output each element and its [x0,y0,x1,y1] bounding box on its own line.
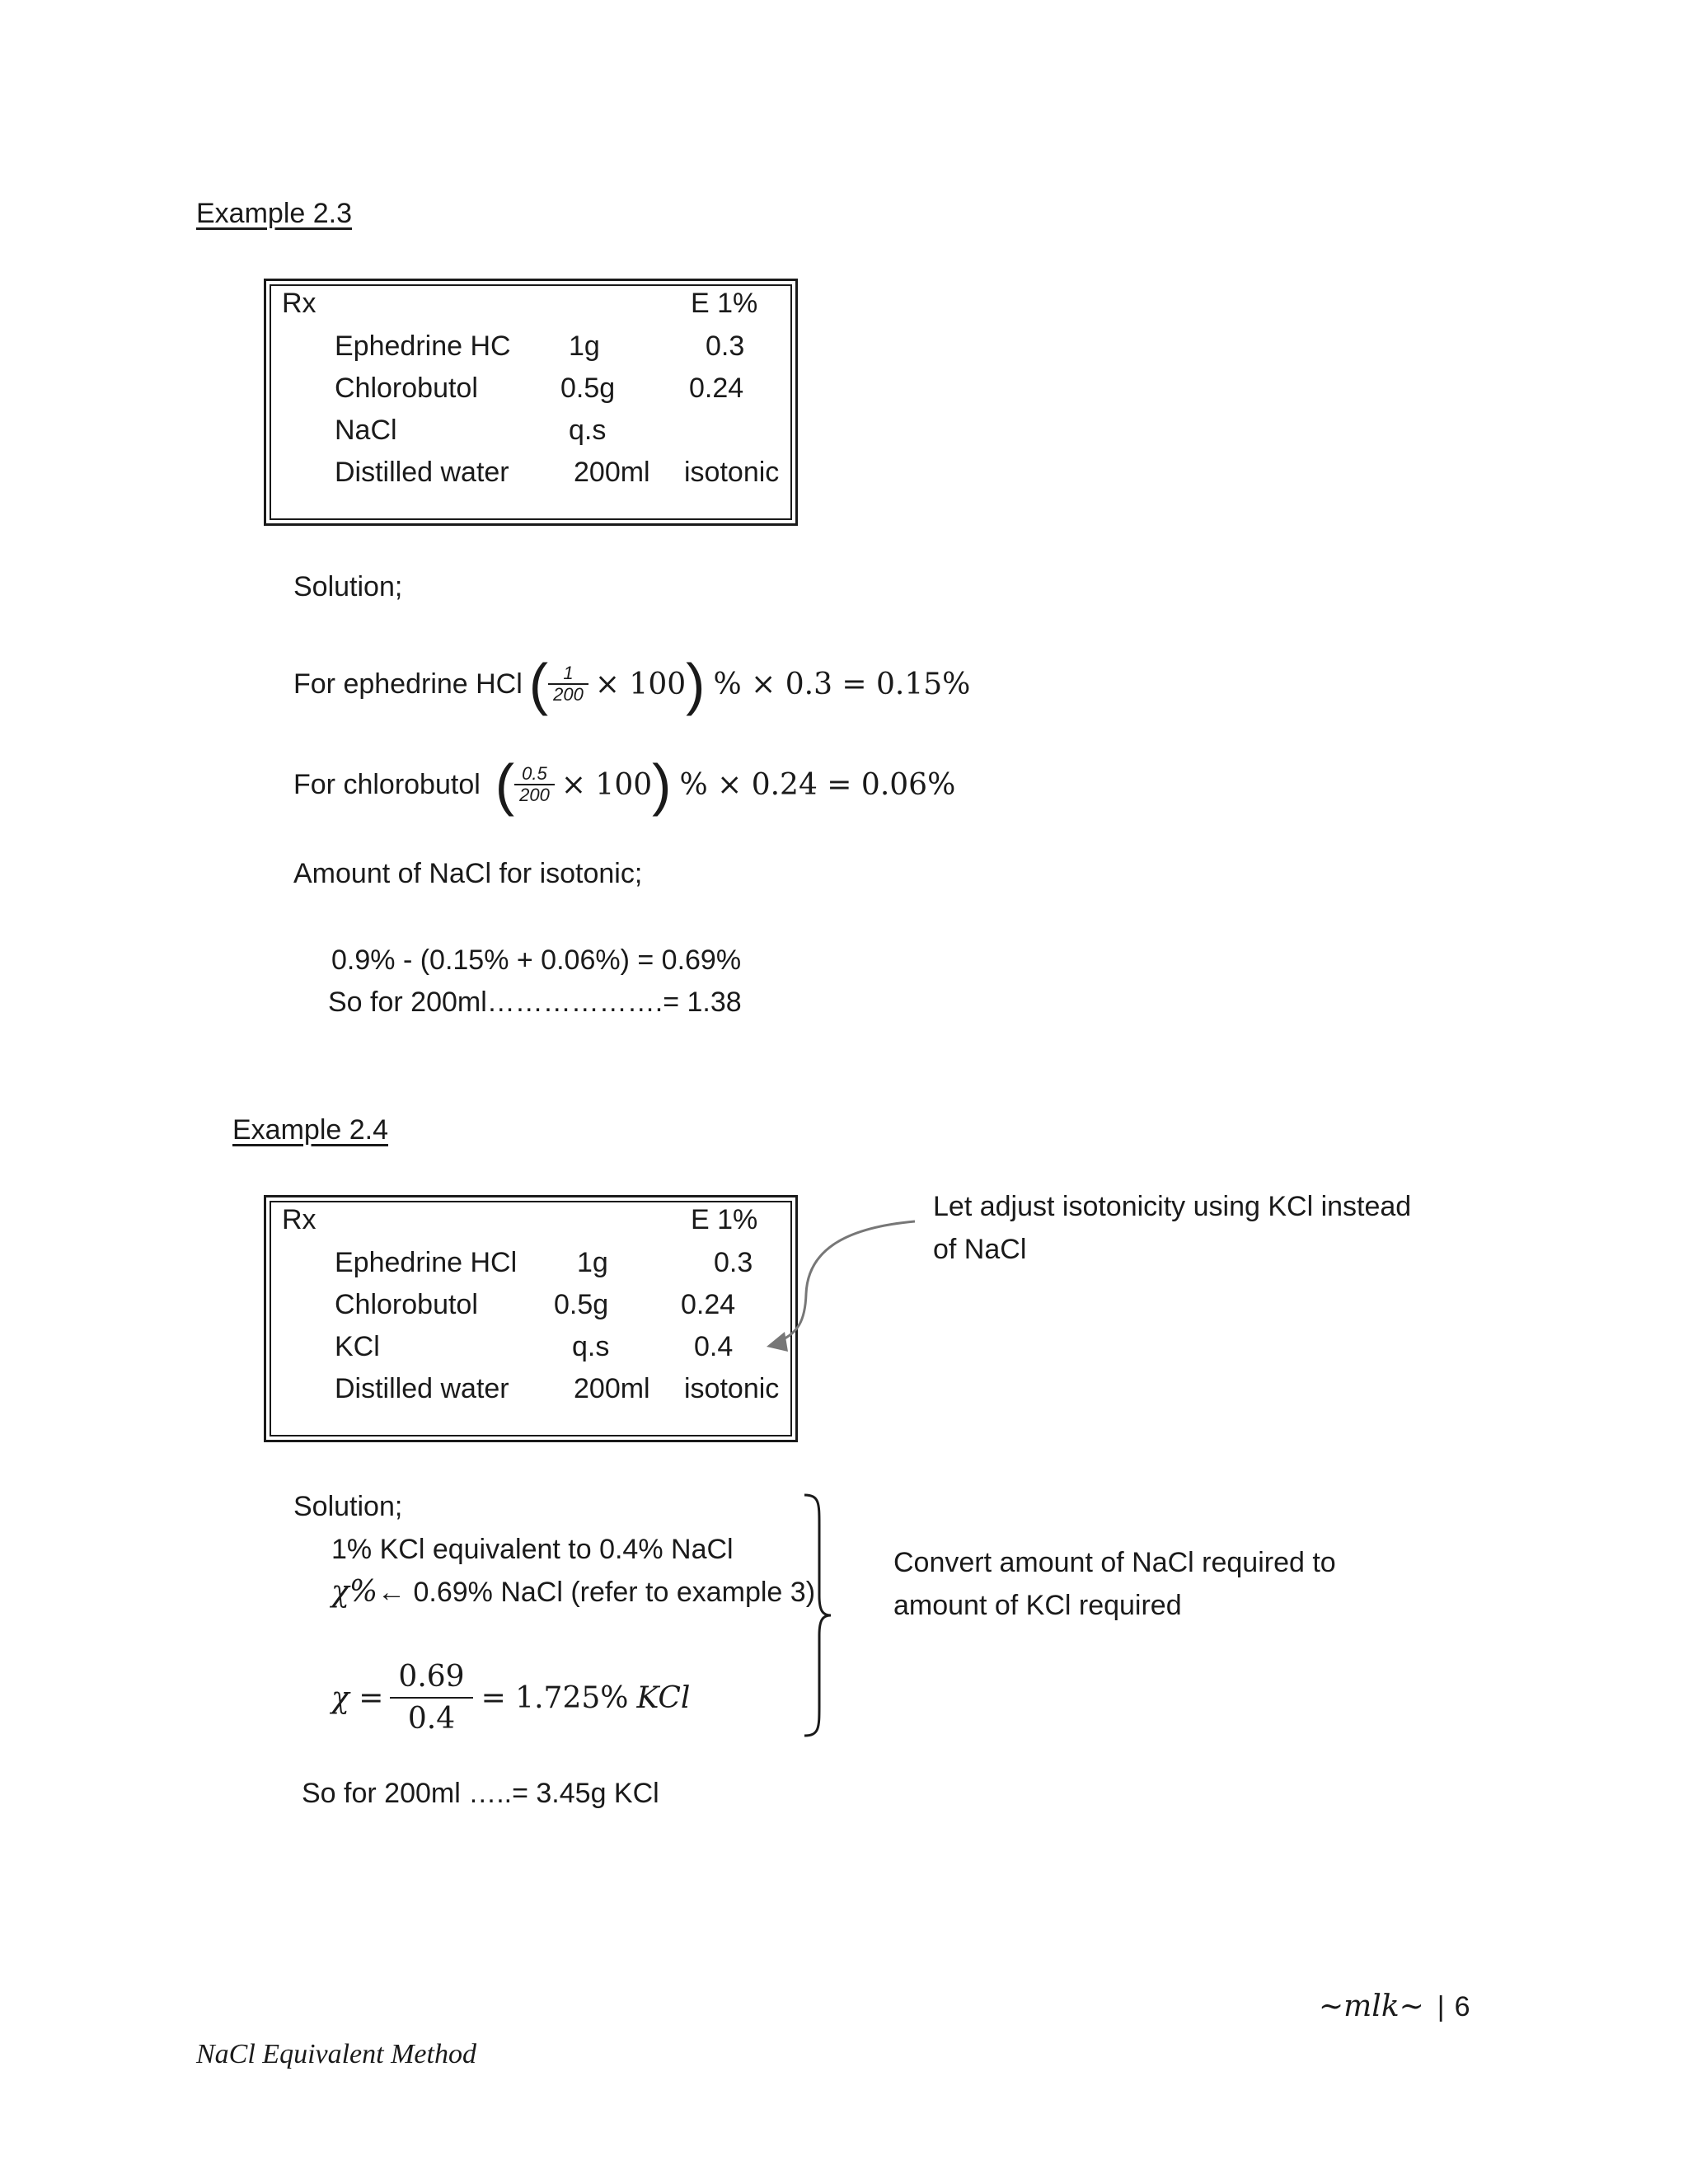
equation-result: = 1.725% [481,1680,629,1715]
calculation-line: 0.9% - (0.15% + 0.06%) = 0.69% [331,944,742,976]
ingredient-e: 0.24 [681,1289,736,1320]
note-line: Let adjust isotonicity using KCl instead [933,1191,1412,1222]
ephedrine-equation [293,651,970,717]
chlorobutol-equation [293,752,955,818]
close-paren: ) [652,752,672,817]
equation-result: % × 0.24 = 0.06% [679,767,956,802]
fraction [548,663,588,705]
note-line: of NaCl [933,1234,1027,1265]
ingredient-name: NaCl [335,415,397,446]
fraction [390,1660,472,1736]
solution-line: 1% KCl equivalent to 0.4% NaCl [331,1534,734,1565]
curly-brace-icon [801,1492,834,1739]
page-number: 6 [1454,1990,1470,2022]
fraction-numerator: 1 [548,663,588,685]
ingredient-e: 0.3 [706,330,745,362]
close-paren: ) [686,652,706,716]
ingredient-qty: 0.5g [560,373,616,404]
kcl-equation [331,1657,690,1739]
page-signature [1319,1990,1470,2023]
ingredient-e: isotonic [684,457,780,488]
footer-title: NaCl Equivalent Method [196,2039,476,2069]
equation-label: For ephedrine HCl [293,668,523,700]
convert-note: Convert amount of NaCl required to [893,1547,1336,1578]
example-2-3-heading: Example 2.3 [196,198,352,229]
ingredient-e: isotonic [684,1373,780,1404]
convert-note: amount of KCl required [893,1590,1182,1621]
solution-line-rest: ← 0.69% NaCl (refer to example 3) [377,1577,816,1608]
open-paren: ( [528,652,549,716]
ingredient-qty: 1g [569,330,600,362]
times-hundred: × 100 [594,667,687,701]
ingredient-qty: 0.5g [554,1289,609,1320]
fraction-denominator: 0.4 [407,1702,456,1736]
ingredient-name: Chlorobutol [335,373,478,404]
solution-label: Solution; [293,1491,403,1522]
solution-line [331,1576,815,1609]
equation-unit: KCl [636,1680,691,1715]
chi-symbol: χ% [331,1575,378,1609]
ingredient-qty: q.s [569,415,607,446]
ingredient-qty: 200ml [574,457,650,488]
ingredient-qty: 1g [577,1247,608,1278]
fraction-denominator: 200 [553,684,584,705]
open-paren: ( [495,752,515,817]
ingredient-name: Distilled water [335,457,509,488]
ingredient-name: Chlorobutol [335,1289,478,1320]
final-result: So for 200ml …..= 3.45g KCl [302,1778,659,1809]
e1-header: E 1% [691,288,758,319]
fraction-denominator: 200 [519,785,550,805]
ingredient-name: Distilled water [335,1373,509,1404]
fraction [514,764,555,805]
ingredient-name: Ephedrine HC [335,330,511,362]
rx-label: Rx [282,288,316,319]
ingredient-e: 0.24 [689,373,744,404]
curved-arrow-icon [742,1203,931,1368]
calculation-line: So for 200ml……………….= 1.38 [328,987,742,1018]
ingredient-name: KCl [335,1331,380,1362]
ingredient-name: Ephedrine HCl [335,1247,518,1278]
fraction-numerator: 0.69 [390,1660,472,1699]
equation-label: For chlorobutol [293,769,481,800]
page-separator: | [1437,1990,1445,2022]
example-2-4-heading: Example 2.4 [232,1114,388,1146]
ingredient-qty: 200ml [574,1373,650,1404]
solution-label: Solution; [293,571,403,602]
ingredient-e: 0.3 [714,1247,753,1278]
equation-result: % × 0.3 = 0.15% [713,667,971,701]
chi-equals: χ = [331,1680,384,1715]
ingredient-e: 0.4 [694,1331,734,1362]
fraction-numerator: 0.5 [514,764,555,785]
author-signature: ~mlk~ [1319,1990,1424,2023]
amount-label: Amount of NaCl for isotonic; [293,858,643,889]
rx-label: Rx [282,1204,316,1235]
times-hundred: × 100 [560,767,653,802]
ingredient-qty: q.s [572,1331,610,1362]
e1-header: E 1% [691,1204,758,1235]
